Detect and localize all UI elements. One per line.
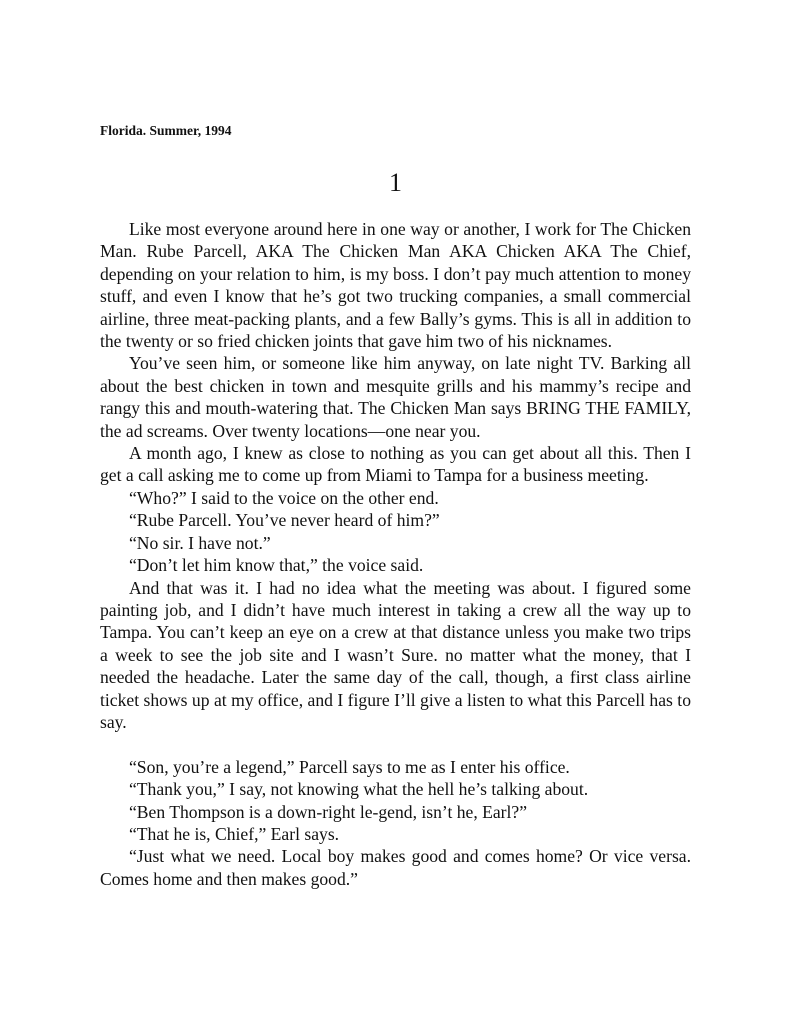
dialogue-line: “Who?” I said to the voice on the other end. [129, 487, 439, 508]
chapter-body [100, 218, 691, 890]
dialogue-line: “Don’t let him know that,” the voice said. [129, 555, 424, 576]
dialogue-line: “That he is, Chief,” Earl says. [129, 823, 340, 844]
paragraph: You’ve seen him, or someone like him anyway, on late night TV. Barking all about the best chicken in town and mesquite grills and his mammy’s recipe and rangy this and mouth-watering that. The Chicken Man says BRING THE FAMILY, the ad screams. Over twenty locations—one near you. [100, 353, 691, 441]
chapter-number: 1 [389, 168, 402, 197]
dialogue-line: “No sir. I have not.” [129, 532, 271, 553]
paragraph: A month ago, I knew as close to nothing as you can get about all this. Then I get a call asking me to come up from Miami to Tampa for a business meeting. [100, 443, 691, 486]
paragraph: Like most everyone around here in one way or another, I work for The Chicken Man. Rube Parcell, AKA The Chicken Man AKA Chicken AKA The Chief, depending on your relation to him, is my boss. I don’t pay much attention to money stuff, and even I know that he’s got two trucking companies, a small commercial airline, three meat-packing plants, and a few Bally’s gyms. This is all in addition to the twenty or so fried chicken joints that gave him two of his nicknames. [100, 219, 691, 352]
dialogue-line: “Thank you,” I say, not knowing what the hell he’s talking about. [129, 779, 589, 800]
dialogue-line: “Just what we need. Local boy makes good and comes home? Or vice versa. Comes home and then makes good.” [100, 846, 691, 889]
dateline-heading: Florida. Summer, 1994 [100, 123, 232, 138]
paragraph: And that was it. I had no idea what the meeting was about. I figured some painting job, and I didn’t have much interest in taking a crew all the way up to Tampa. You can’t keep an eye on a crew at that distance unless you make two trips a week to see the job site and I wasn’t Sure. no matter what the money, that I needed the headache. Later the same day of the call, though, a first class airline ticket shows up at my office, and I figure I’ll give a listen to what this Parcell has to say. [100, 577, 691, 732]
dialogue-line: “Rube Parcell. You’ve never heard of him?” [129, 510, 440, 531]
dialogue-line: “Son, you’re a legend,” Parcell says to me as I enter his office. [129, 756, 570, 777]
dialogue-line: “Ben Thompson is a down-right le-gend, isn’t he, Earl?” [129, 801, 528, 822]
